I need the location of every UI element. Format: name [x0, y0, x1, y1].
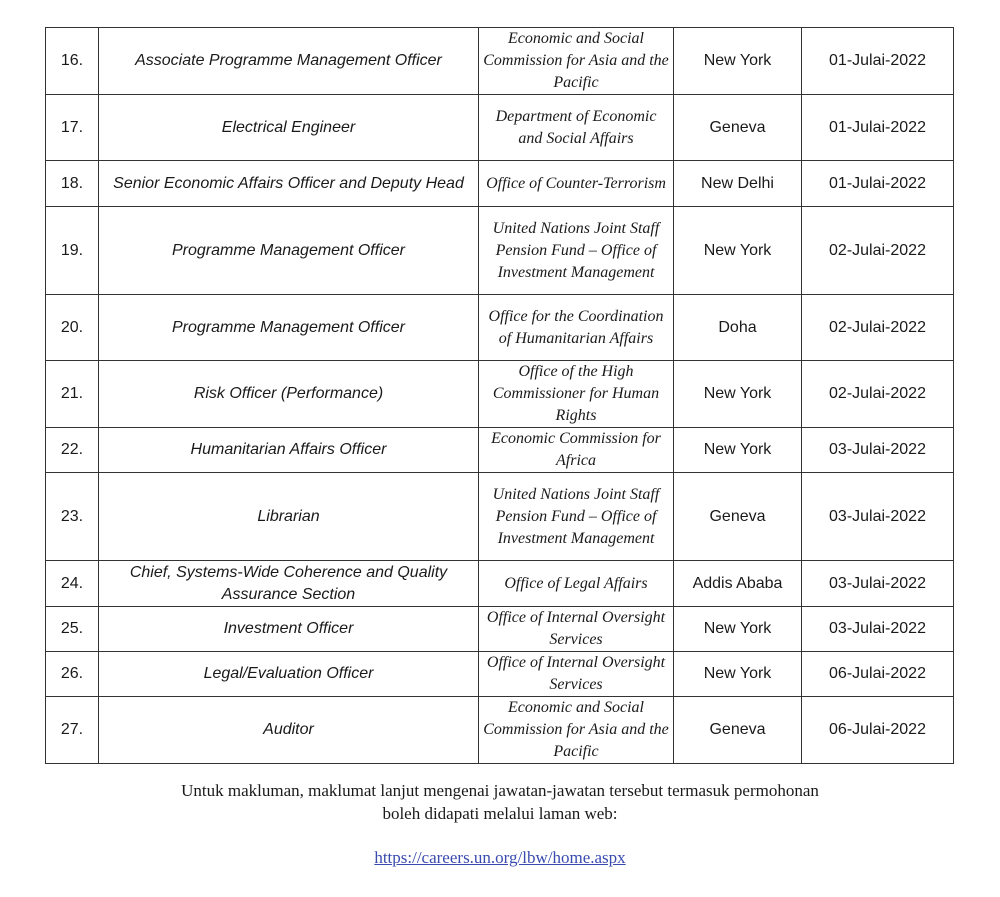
table-row [46, 652, 954, 697]
table-row [46, 28, 954, 95]
closing-date: 02-Julai-2022 [802, 295, 954, 361]
job-title: Senior Economic Affairs Officer and Deputy Head [99, 161, 479, 207]
duty-station: Geneva [674, 697, 802, 764]
department: Office of Counter-Terrorism [479, 161, 674, 207]
department: Office of Legal Affairs [479, 561, 674, 607]
row-number: 22. [46, 428, 99, 473]
closing-date: 01-Julai-2022 [802, 161, 954, 207]
row-number: 16. [46, 28, 99, 95]
closing-date: 02-Julai-2022 [802, 361, 954, 428]
row-number: 21. [46, 361, 99, 428]
vacancy-table [45, 27, 954, 764]
row-number: 25. [46, 607, 99, 652]
department: Economic and Social Commission for Asia and the Pacific [479, 28, 674, 95]
table-row [46, 95, 954, 161]
row-number: 26. [46, 652, 99, 697]
table-row [46, 697, 954, 764]
duty-station: Doha [674, 295, 802, 361]
job-title: Investment Officer [99, 607, 479, 652]
table-row [46, 161, 954, 207]
department: Office of Internal Oversight Services [479, 607, 674, 652]
closing-date: 06-Julai-2022 [802, 652, 954, 697]
duty-station: New York [674, 361, 802, 428]
closing-date: 01-Julai-2022 [802, 95, 954, 161]
table-row [46, 473, 954, 561]
row-number: 27. [46, 697, 99, 764]
row-number: 18. [46, 161, 99, 207]
job-title: Programme Management Officer [99, 207, 479, 295]
duty-station: New York [674, 428, 802, 473]
department: Office for the Coordination of Humanitarian Affairs [479, 295, 674, 361]
table-row [46, 295, 954, 361]
department: Office of the High Commissioner for Human Rights [479, 361, 674, 428]
duty-station: New York [674, 207, 802, 295]
job-title: Chief, Systems-Wide Coherence and Quality Assurance Section [99, 561, 479, 607]
closing-date: 03-Julai-2022 [802, 428, 954, 473]
duty-station: New York [674, 607, 802, 652]
info-note-line2: boleh didapati melalui laman web: [382, 804, 618, 823]
job-title: Electrical Engineer [99, 95, 479, 161]
duty-station: Geneva [674, 95, 802, 161]
job-title: Associate Programme Management Officer [99, 28, 479, 95]
row-number: 20. [46, 295, 99, 361]
closing-date: 03-Julai-2022 [802, 607, 954, 652]
closing-date: 03-Julai-2022 [802, 561, 954, 607]
job-title: Legal/Evaluation Officer [99, 652, 479, 697]
row-number: 24. [46, 561, 99, 607]
closing-date: 06-Julai-2022 [802, 697, 954, 764]
job-title: Auditor [99, 697, 479, 764]
duty-station: New York [674, 652, 802, 697]
table-row [46, 561, 954, 607]
job-title: Programme Management Officer [99, 295, 479, 361]
duty-station: New Delhi [674, 161, 802, 207]
table-row [46, 361, 954, 428]
row-number: 23. [46, 473, 99, 561]
department: United Nations Joint Staff Pension Fund – Office of Investment Management [479, 473, 674, 561]
table-row [46, 607, 954, 652]
info-note-line1: Untuk makluman, maklumat lanjut mengenai jawatan-jawatan tersebut termasuk permohonan [181, 781, 819, 800]
duty-station: Geneva [674, 473, 802, 561]
department: Department of Economic and Social Affairs [479, 95, 674, 161]
department: Office of Internal Oversight Services [479, 652, 674, 697]
row-number: 17. [46, 95, 99, 161]
careers-link[interactable]: https://careers.un.org/lbw/home.aspx [374, 848, 626, 867]
row-number: 19. [46, 207, 99, 295]
duty-station: New York [674, 28, 802, 95]
department: Economic and Social Commission for Asia and the Pacific [479, 697, 674, 764]
closing-date: 01-Julai-2022 [802, 28, 954, 95]
job-title: Librarian [99, 473, 479, 561]
closing-date: 03-Julai-2022 [802, 473, 954, 561]
job-title: Humanitarian Affairs Officer [99, 428, 479, 473]
job-title: Risk Officer (Performance) [99, 361, 479, 428]
department: Economic Commission for Africa [479, 428, 674, 473]
department: United Nations Joint Staff Pension Fund – Office of Investment Management [479, 207, 674, 295]
table-row [46, 207, 954, 295]
table-row [46, 428, 954, 473]
closing-date: 02-Julai-2022 [802, 207, 954, 295]
duty-station: Addis Ababa [674, 561, 802, 607]
